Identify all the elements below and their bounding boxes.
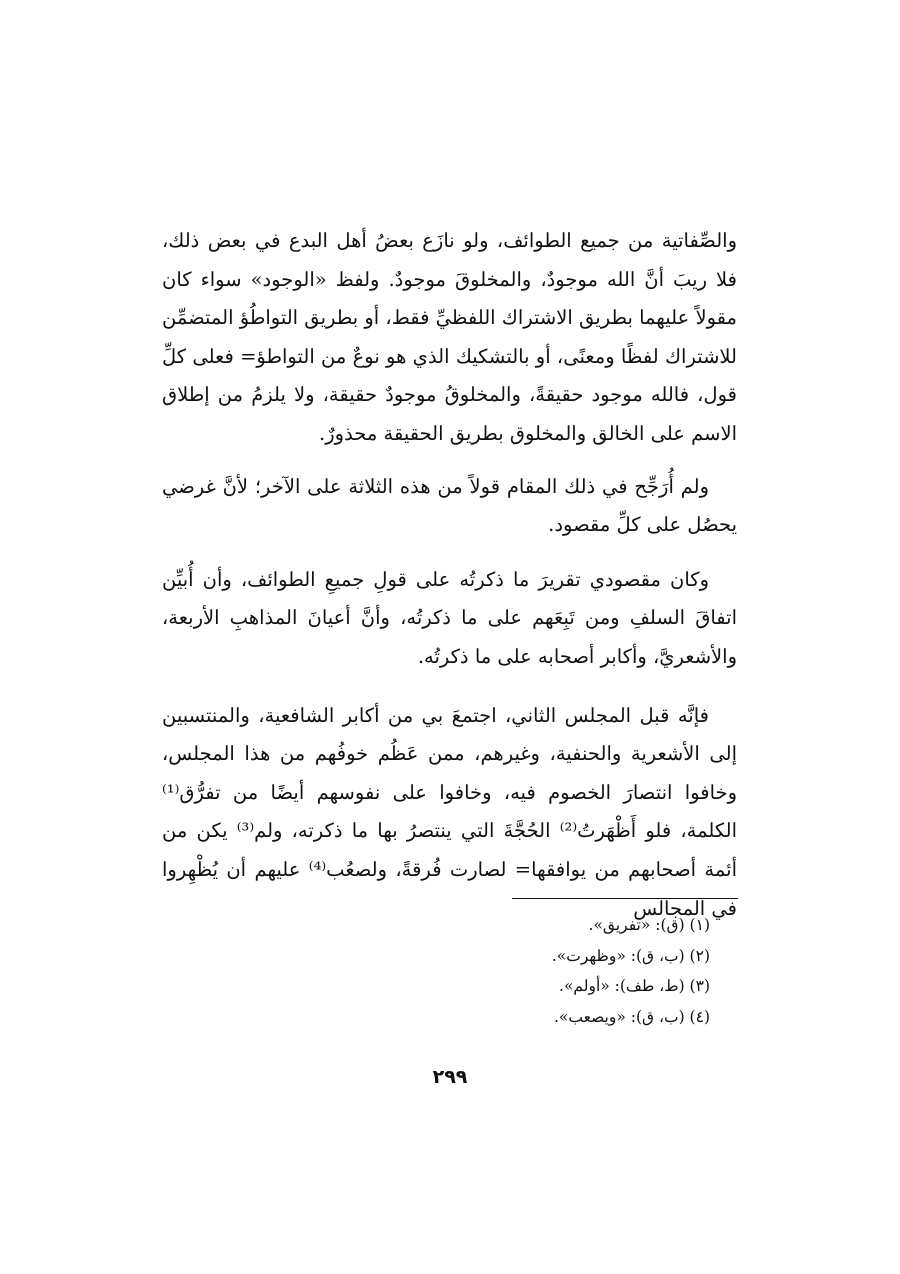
- footnotes: [400, 910, 710, 1032]
- main-text: [162, 222, 737, 928]
- footnote-separator: [512, 898, 738, 899]
- paragraph: ولم أُرَجِّح في ذلك المقام قولاً من هذه الثلاثة على الآخر؛ لأنَّ غرضي يحصُل على كلِّ مقصود.: [162, 474, 737, 537]
- page-number: ٢٩٩: [432, 1066, 468, 1088]
- footnote: (٢) (ب، ق): «وظهرت».: [551, 946, 710, 965]
- paragraph: والصِّفاتية من جميع الطوائف، ولو نازَع بعضُ أهل البدع في بعض ذلك، فلا ريبَ أنَّ الله موجودٌ، والمخلوقَ موجودٌ. ولفظ «الوجود» سواء كان مقولاً عليهما بطريق الاشتراك اللفظيِّ فقط، أو بطريق التواطُؤ المتضمِّن للاشتراك لفظًا ومعنًى، أو بالتشكيك الذي هو نوعٌ من التواطؤ= فعلى كلِّ قول، فالله موجود حقيقةً، والمخلوقُ موجودٌ حقيقة، ولا يلزمُ من إطلاق الاسم على الخالق والمخلوق بطريق الحقيقة محذورٌ.: [162, 229, 737, 445]
- footnote: (١) (ق): «تفريق».: [588, 916, 710, 934]
- footnote: (٣) (ط، طف): «أولم».: [559, 977, 710, 995]
- footnote: (٤) (ب، ق): «ويصعب».: [554, 1007, 710, 1026]
- paragraph: فإنَّه قبل المجلس الثاني، اجتمعَ بي من أكابر الشافعية، والمنتسبين إلى الأشعرية والحنفية، وغيرهم، ممن عَظُم خوفُهم من هذا المجلس، وخافوا انتصارَ الخصوم فيه، وخافوا على نفوسهم أيضًا من تفرُّق⁽¹⁾ الكلمة، فلو أَظْهَرتُ⁽²⁾ الحُجَّةَ التي ينتصرُ بها ما ذكرته، ولم⁽³⁾ يكن من أئمة أصحابهم من يوافقها= لصارت فُرقةً، ولصعُب⁽⁴⁾ عليهم أن يُظْهِروا في المجالس: [162, 703, 738, 920]
- paragraph: وكان مقصودي تقريرَ ما ذكرتُه على قولِ جميعِ الطوائف، وأن أُبيِّن اتفاقَ السلفِ ومن تَبِعَهم على ما ذكرتُه، وأنَّ أعيانَ المذاهبِ الأربعة، والأشعريَّ، وأكابر أصحابه على ما ذكرتُه.: [162, 567, 737, 668]
